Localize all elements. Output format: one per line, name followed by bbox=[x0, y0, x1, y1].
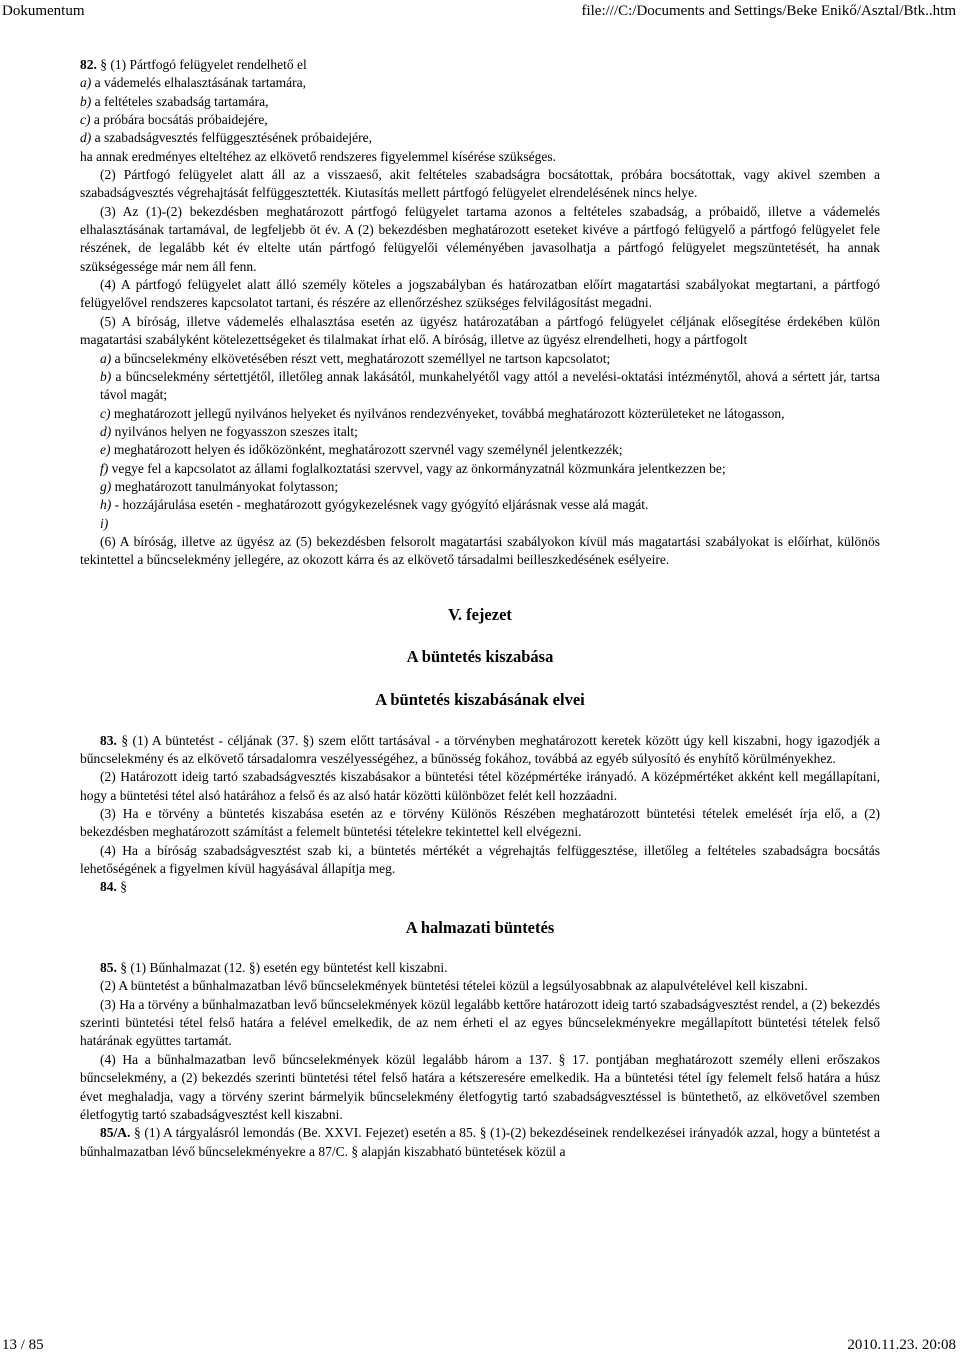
s85-p3: (3) Ha a törvény a bűnhalmazatban levő bűncselekmények közül legalább kettőre határozott ideig tartó szabadságvesztést rendel, a (2) bekezdés szerinti büntetési tétel felső határa a felével emelkedik, de az nem érheti el az egyes bűncselekményekre megállapított büntetési tételek felső határának együttes tartamát. bbox=[80, 996, 880, 1049]
list-item bbox=[80, 368, 880, 405]
list-item-letter: a) bbox=[80, 75, 92, 91]
list-item-letter: a) bbox=[100, 350, 112, 366]
section-number: 85/A. bbox=[100, 1125, 131, 1141]
s85-p1 bbox=[80, 959, 880, 977]
s82-p1-intro-text: § (1) Pártfogó felügyelet rendelhető el bbox=[100, 57, 307, 72]
s84-text: § bbox=[120, 879, 127, 895]
s83-p4: (4) Ha a bíróság szabadságvesztést szab ki, a büntetés mértékét a végrehajtás felfüggesztése, illetőleg a feltételes szabadságra bocsátás lehetőségének a figyelmen kívül hagyásával állapítja meg. bbox=[80, 842, 880, 877]
list-item-letter: h) bbox=[100, 497, 112, 513]
list-item-text: a szabadságvesztés felfüggesztésének próbaidejére, bbox=[94, 130, 372, 146]
list-item-letter: g) bbox=[100, 478, 112, 494]
s84 bbox=[80, 878, 880, 896]
s85-p1-text: § (1) Bűnhalmazat (12. §) esetén egy büntetést kell kiszabni. bbox=[120, 960, 448, 976]
list-item bbox=[80, 441, 880, 459]
list-item bbox=[80, 423, 880, 441]
s83-p2: (2) Határozott ideig tartó szabadságvesztés kiszabásakor a büntetési tétel középmértéke irányadó. A középmértéket akként kell megállapítani, hogy a büntetési tétel alsó határához a felső és az alsó határ közötti különbözet felét kell hozzáadni. bbox=[80, 769, 880, 803]
chapter-label: V. fejezet bbox=[448, 604, 512, 624]
s82-p2: (2) Pártfogó felügyelet alatt áll az a visszaeső, akit feltételes szabadságra bocsátottak, próbára bocsátottak, vagy akivel szemben a szabadságvesztés végrehajtását felfüggesztették. Kiutasítás mellett pártfogó felügyelet elrendelésének nincs helye. bbox=[80, 167, 880, 201]
s82-p6: (6) A bíróság, illetve az ügyész az (5) bekezdésben felsorolt magatartási szabályokon kívül más magatartási szabályokat is előírhat, különös tekintettel a bűncselekmény jellegére, az okozott kárra és az elkövető társadalmi beilleszkedésének esélyeire. bbox=[80, 533, 880, 568]
list-item-letter: b) bbox=[100, 368, 112, 384]
s82-p3: (3) Az (1)-(2) bekezdésben meghatározott pártfogó felügyelet tartama azonos a feltételes szabadság, a próbaidő, illetve a vádemelés elhalasztásának tartamával, de legfeljebb öt év. A (2) bekezdésben meghatározott eseteket kivéve a pártfogó felügyelő a pártfogó felügyelet fele részének, de legalább két év eltelte után pártfogó felügyelői véleményében javasolhatja a pártfogó felügyelet megszüntetését, ha annak szükségessége már nem áll fenn. bbox=[80, 203, 880, 274]
list-item-text: a bűncselekmény sértettjétől, illetőleg annak lakásától, munkahelyétől vagy attól a nevelési-oktatási intézménytől, ahová a sértett jár, tartsa távol magát; bbox=[100, 368, 881, 403]
s83-p1 bbox=[80, 732, 880, 769]
list-item bbox=[80, 460, 880, 478]
s83-p1-text: § (1) A büntetést - céljának (37. §) szem előtt tartásával - a törvényben meghatározott keretek között úgy kell kiszabni, hogy igazodjék a bűncselekmény és az elkövető társadalomra veszélyességéhez, a bűnösség fokához, továbbá az egyéb súlyosító és enyhítő körülményekhez. bbox=[80, 732, 881, 766]
s85-p4: (4) Ha a bűnhalmazatban levő bűncselekmények közül legalább három a 137. § 17. pontjában meghatározott személy elleni erőszakos bűncselekmény, a (2) bekezdés szerinti büntetési tétel felső határa a kétszeresére emelkedik. Ha a büntetési tétel így felemelt felső határa a húsz évet meghaladja, vagy a törvény szerint bármelyik bűncselekmény életfogytig tartó szabadságvesztéssel is büntethető, az elkövetővel szemben életfogytig tartó szabadságvesztést kell kiszabni. bbox=[80, 1051, 880, 1122]
document-body bbox=[80, 56, 880, 1161]
list-item-letter: f) bbox=[100, 460, 109, 476]
s82-p1-tail: ha annak eredményes elteltéhez az elkövető rendszeres figyelemmel kísérése szükséges. bbox=[80, 148, 557, 164]
header-document-title: Dokumentum bbox=[2, 3, 85, 19]
section-number: 85. bbox=[100, 960, 117, 976]
list-item bbox=[80, 129, 880, 147]
list-item bbox=[80, 350, 880, 368]
list-item-text: meghatározott helyen és időközönként, meghatározott szervnél vagy személynél jelentkezzék; bbox=[113, 442, 623, 458]
footer-timestamp: 2010.11.23. 20:08 bbox=[847, 1337, 956, 1353]
list-item-text: a bűncselekmény elkövetésében részt vett, meghatározott személlyel ne tartson kapcsolatot; bbox=[114, 350, 611, 366]
section-number: 84. bbox=[100, 879, 117, 895]
s85-p2: (2) A büntetést a bűnhalmazatban lévő bűncselekmények büntetési tételei közül a legsúlyosabbnak az alapulvételével kell kiszabni. bbox=[100, 978, 808, 994]
list-item-letter: b) bbox=[80, 93, 92, 109]
list-item-text: meghatározott tanulmányokat folytasson; bbox=[114, 478, 339, 494]
s85a-p1-text: § (1) A tárgyalásról lemondás (Be. XXVI. Fejezet) esetén a 85. § (1)-(2) bekezdéseinek rendelkezései irányadók azzal, hogy a büntetést a bűnhalmazatban lévő bűncselekményekre a 87/C. § alapján kiszabható büntetések közül a bbox=[80, 1125, 880, 1159]
list-item-letter: c) bbox=[100, 405, 111, 421]
s85a-p1 bbox=[80, 1124, 880, 1161]
chapter-subtitle: A büntetés kiszabásának elvei bbox=[375, 690, 585, 710]
list-item-letter: i) bbox=[100, 515, 109, 531]
footer-page-counter: 13 / 85 bbox=[2, 1337, 44, 1353]
list-item-text: - hozzájárulása esetén - meghatározott gyógykezelésnek vagy gyógyító eljárásnak vesse alá magát. bbox=[114, 497, 649, 513]
browser-print-footer bbox=[0, 1334, 960, 1356]
s82-intro bbox=[80, 56, 880, 74]
list-item-text: a próbára bocsátás próbaidejére, bbox=[93, 112, 268, 128]
s82-p5: (5) A bíróság, illetve vádemelés elhalasztása esetén az ügyész határozatában a pártfogó felügyelet céljának elősegítése érdekében külön magatartási szabályként kötelezettségeket és tilalmakat írhat elő. A bíróság, illetve az ügyész elrendelheti, hogy a pártfogolt bbox=[80, 313, 880, 348]
list-item-text: a vádemelés elhalasztásának tartamára, bbox=[94, 75, 307, 91]
s82-list5 bbox=[80, 350, 880, 533]
section-number: 83. bbox=[100, 732, 117, 748]
browser-print-header bbox=[0, 0, 960, 22]
list-item-letter: d) bbox=[100, 423, 112, 439]
list-item bbox=[80, 515, 880, 533]
list-item-text: nyilvános helyen ne fogyasszon szeszes italt; bbox=[114, 423, 358, 439]
halmazati-title: A halmazati büntetés bbox=[405, 917, 555, 937]
s82-p4: (4) A pártfogó felügyelet alatt álló személy köteles a jogszabályban és határozatban előírt magatartási szabályokat megtartani, a pártfogó felügyelővel rendszeres kapcsolatot tartani, és részére az ellenőrzéshez szükséges felvilágosítást megadni. bbox=[80, 277, 880, 311]
list-item bbox=[80, 74, 880, 92]
list-item bbox=[80, 478, 880, 496]
section-number: 82. bbox=[80, 57, 97, 72]
s82-list1 bbox=[80, 74, 880, 147]
list-item bbox=[80, 93, 880, 111]
list-item-text: meghatározott jellegű nyilvános helyeket és nyilvános rendezvényeket, továbbá meghatározott közterületeket ne látogasson, bbox=[113, 405, 785, 421]
list-item bbox=[80, 405, 880, 423]
list-item-letter: d) bbox=[80, 130, 92, 146]
list-item-letter: e) bbox=[100, 442, 111, 458]
list-item-letter: c) bbox=[80, 112, 91, 128]
list-item bbox=[80, 496, 880, 514]
header-file-path: file:///C:/Documents and Settings/Beke Enikő/Asztal/Btk..htm bbox=[581, 3, 956, 19]
list-item bbox=[80, 111, 880, 129]
list-item-text: vegye fel a kapcsolatot az állami foglalkoztatási szervvel, vagy az önkormányzatnál közmunkára jelentkezzen be; bbox=[111, 460, 726, 476]
list-item-text: a feltételes szabadság tartamára, bbox=[94, 93, 269, 109]
s83-p3: (3) Ha e törvény a büntetés kiszabása esetén az e törvény Különös Részében meghatározott büntetési tételek emelését írja elő, a (2) bekezdésben meghatározott számítást a felemelt büntetési tételekre tekintettel kell elvégezni. bbox=[80, 806, 880, 840]
chapter-title: A büntetés kiszabása bbox=[406, 646, 554, 666]
